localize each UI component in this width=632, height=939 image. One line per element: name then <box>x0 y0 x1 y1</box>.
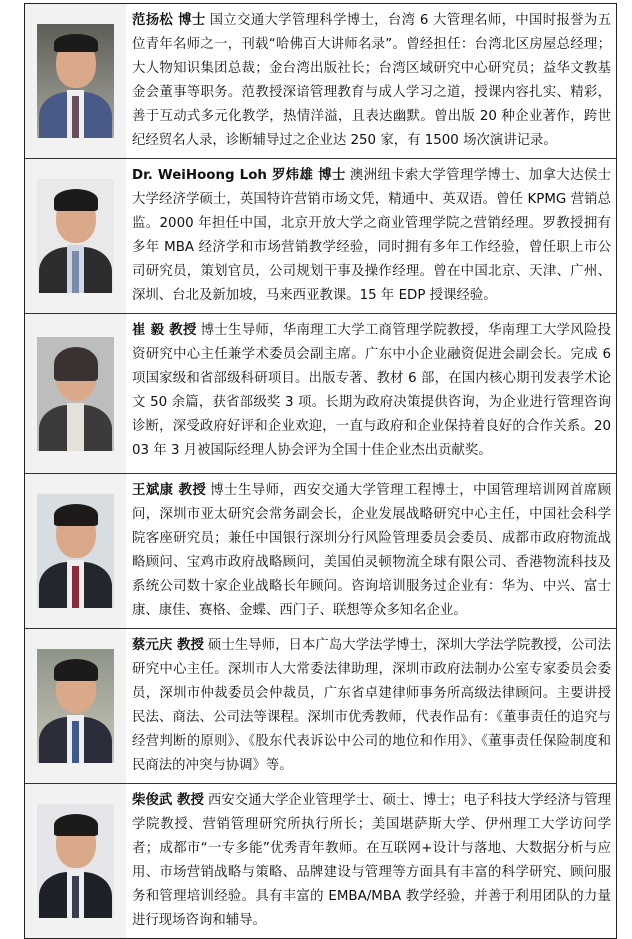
photo-cell <box>25 629 126 783</box>
photo-cell <box>25 4 126 158</box>
portrait-photo <box>37 649 114 763</box>
portrait-photo <box>37 494 114 608</box>
profile-bio: 西安交通大学企业管理学士、硕士、博士；电子科技大学经济与管理学院教授、营销管理研究所执行所长；美国堪萨斯大学、伊州理工大学访问学者；成都市“一专多能”优秀青年教师。在互联网+设计与落地、大数据分析与应用、市场营销战略与策略、品牌建设与管理等方面具有丰富的科学研究、顾问服务和管理培训经验。具有丰富的 EMBA/MBA 教学经验，并善于利用团队的力量进行现场咨询和辅导。 <box>132 793 611 928</box>
table-row <box>25 473 616 628</box>
portrait-photo <box>37 179 114 293</box>
profile-name: 范扬松 博士 <box>132 13 206 28</box>
bio-text <box>126 629 616 783</box>
portrait-photo <box>37 24 114 138</box>
profile-name: 柴俊武 教授 <box>132 793 204 808</box>
faculty-table <box>24 3 617 939</box>
profile-name: 崔 毅 教授 <box>132 323 197 338</box>
profile-name: 王斌康 教授 <box>132 483 207 498</box>
profile-bio: 澳洲纽卡索大学管理学博士、加拿大达侯士大学经济学硕士，英国特许营销市场文凭，精通中、英双语。曾任 KPMG 营销总监。2000 年担任中国，北京开放大学之商业管理学院之营销经理。罗教授拥有多年 MBA 经济学和市场营销教学经验，同时拥有多年工作经验，曾任职上市公司研究员，策划官员，公司规划干事及操作经理。曾在中国北京、天津、广州、深圳、台北及新加坡，马来西亚教课。15 年 EDP 授课经验。 <box>132 168 611 303</box>
profile-bio: 博士生导师，华南理工大学工商管理学院教授，华南理工大学风险投资研究中心主任兼学术委员会副主席。广东中小企业融资促进会副会长。完成 6 项国家级和省部级科研项目。出版专著、教材 6 部，在国内核心期刊发表学术论文 50 余篇，获省部级奖 3 项。长期为政府决策提供咨询，为企业进行管理咨询诊断，深受政府好评和企业欢迎，一直与政府和企业保持着良好的合作关系。2003 年 3 月被国际经理人协会评为全国十佳企业杰出贡献奖。 <box>132 323 611 458</box>
table-row <box>25 4 616 158</box>
bio-text <box>126 314 616 473</box>
table-row <box>25 628 616 783</box>
portrait-photo <box>37 804 114 918</box>
profile-bio: 国立交通大学管理科学博士，台湾 6 大管理名师，中国时报誉为五位青年名师之一，刊载“哈佛百大讲师名录”。曾经担任：台湾北区房屋总经理；大人物知识集团总裁；金台湾出版社长；台湾区域研究中心研究员；益华文教基金会董事等职务。范教授深谙管理教育与成人学习之道，授课内容扎实、精彩，善于互动式多元化教学，热情洋溢，且表达幽默。曾出版 20 种企业著作，跨世纪经贸名人录，诊断辅导过之企业达 250 家，有 1500 场次演讲记录。 <box>132 13 611 148</box>
profile-name: 蔡元庆 教授 <box>132 638 204 653</box>
table-row <box>25 158 616 313</box>
photo-cell <box>25 784 126 938</box>
profile-bio: 博士生导师，西安交通大学管理工程博士，中国管理培训网首席顾问，深圳市亚太研究会常务副会长，企业发展战略研究中心主任，中国社会科学院客座研究员；兼任中国银行深圳分行风险管理委员会委员、成都市政府物流战略顾问、宝鸡市政府战略顾问，美国伯灵顿物流全球有限公司、香港物流科技及系统公司数十家企业战略长年顾问。咨询培训服务过企业有：华为、中兴、富士康、康佳、赛格、金蝶、西门子、联想等众多知名企业。 <box>132 483 611 618</box>
photo-cell <box>25 474 126 628</box>
profile-name: Dr. WeiHoong Loh 罗炜雄 博士 <box>132 168 346 183</box>
portrait-photo <box>37 337 114 451</box>
photo-cell <box>25 159 126 313</box>
photo-cell <box>25 314 126 473</box>
bio-text <box>126 159 616 313</box>
bio-text <box>126 4 616 158</box>
table-row <box>25 783 616 938</box>
table-row <box>25 313 616 473</box>
bio-text <box>126 474 616 628</box>
bio-text <box>126 784 616 938</box>
profile-bio: 硕士生导师，日本广岛大学法学博士，深圳大学法学院教授，公司法研究中心主任。深圳市人大常委法律助理，深圳市政府法制办公室专家委员会委员，深圳市仲裁委员会仲裁员，广东省卓建律师事务所高级法律顾问。主要讲授民法、商法、公司法等课程。深圳市优秀教师，代表作品有：《董事责任的追究与经营判断的原则》、《股东代表诉讼中公司的地位和作用》、《董事责任保险制度和民商法的冲突与协调》等。 <box>132 638 611 773</box>
